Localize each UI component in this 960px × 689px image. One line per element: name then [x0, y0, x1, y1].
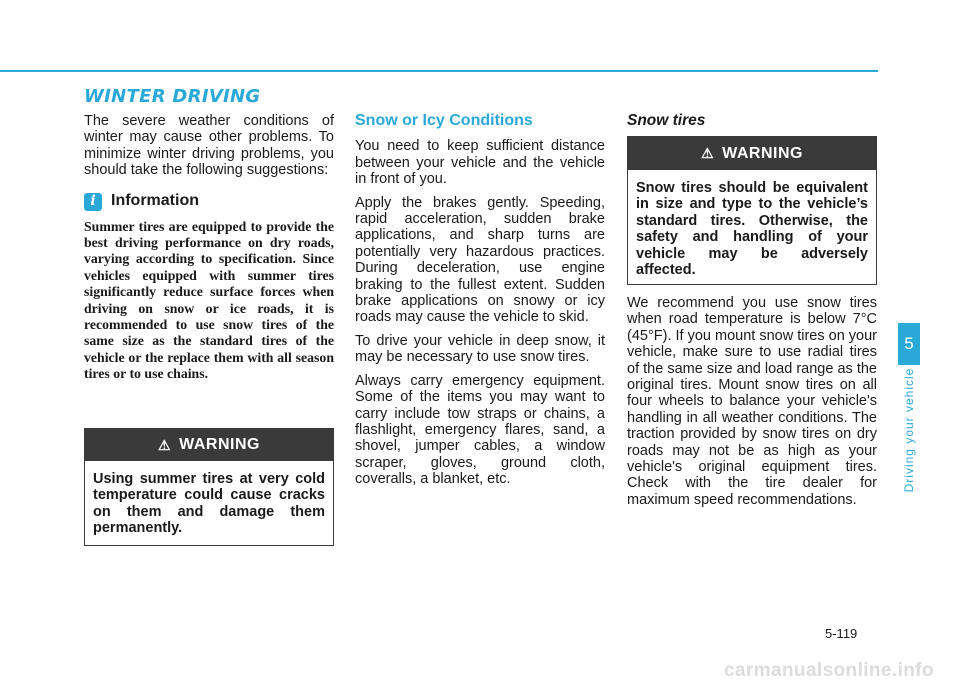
warning-header	[85, 429, 333, 461]
paragraph: Apply the brakes gently. Speeding, rapid acceleration, sudden brake applications, and sharp turns are potentially very hazardous practices. During deceleration, use engine braking to the fullest extent. Sudden brake applications on snowy or icy roads may cause the vehicle to skid.	[355, 194, 605, 326]
paragraph: To drive your vehicle in deep snow, it may be necessary to use snow tires.	[355, 332, 605, 366]
information-header	[84, 193, 334, 211]
chapter-tab: 5	[898, 323, 920, 365]
information-title: Information	[111, 192, 199, 210]
warning-header	[628, 137, 876, 170]
warning-title: WARNING	[179, 436, 260, 453]
page-number: 5-119	[825, 626, 858, 641]
paragraph: Always carry emergency equipment. Some of the items you may want to carry include tow straps or chains, a flashlight, emergency flares, sand, a shovel, jumper cables, a window scraper, gloves, ground cloth, coveralls, a blanket, etc.	[355, 372, 605, 488]
chapter-label: Driving your vehicle	[902, 367, 916, 493]
snow-tires-body	[627, 295, 877, 508]
information-text: Summer tires are equipped to provide the best driving performance on dry roads, varying according to specification. Since vehicles equipped with summer tires significantly reduce surface forces when driving on snow or ice roads, it is recommended to use snow tires of the same size as the standard tires of the vehicle or the replace them with all season tires or to use chains.	[84, 218, 334, 382]
snow-tires-heading: Snow tires	[627, 112, 706, 129]
section-title: WINTER DRIVING	[84, 86, 261, 107]
watermark: carmanualsonline.info	[723, 660, 934, 681]
paragraph: We recommend you use snow tires when road temperature is below 7°C (45°F). If you mount snow tires on your vehicle, make sure to use radial tires of the same size and load range as the original tires. Mount snow tires on all four wheels to balance your vehicle's handling in all weather conditions. The traction provided by snow tires on dry roads may not be as high as your vehicle's original equipment tires. Check with the tire dealer for maximum speed recommendations.	[627, 295, 877, 508]
warning-title: WARNING	[722, 144, 803, 162]
paragraph: You need to keep sufficient distance between your vehicle and the vehicle in front of you.	[355, 138, 605, 188]
warning-triangle-icon: ⚠	[158, 436, 172, 453]
info-icon: i	[84, 193, 102, 211]
warning-box-summer-tires	[84, 428, 334, 546]
snow-icy-heading: Snow or Icy Conditions	[355, 112, 533, 129]
warning-text: Snow tires should be equivalent in size and type to the vehicle’s standard tires. Otherwise, the safety and handling of your vehicle may be adversely affected.	[636, 180, 868, 279]
warning-triangle-icon: ⚠	[701, 145, 715, 161]
intro-paragraph: The severe weather conditions of winter may cause other problems. To minimize winter driving problems, you should take the following suggestions:	[84, 113, 334, 179]
column-2	[355, 113, 605, 495]
column-1	[84, 113, 334, 390]
top-rule	[0, 70, 878, 72]
warning-text: Using summer tires at very cold temperature could cause cracks on them and damage them permanently.	[93, 471, 325, 537]
warning-box-snow-tires	[627, 136, 877, 285]
